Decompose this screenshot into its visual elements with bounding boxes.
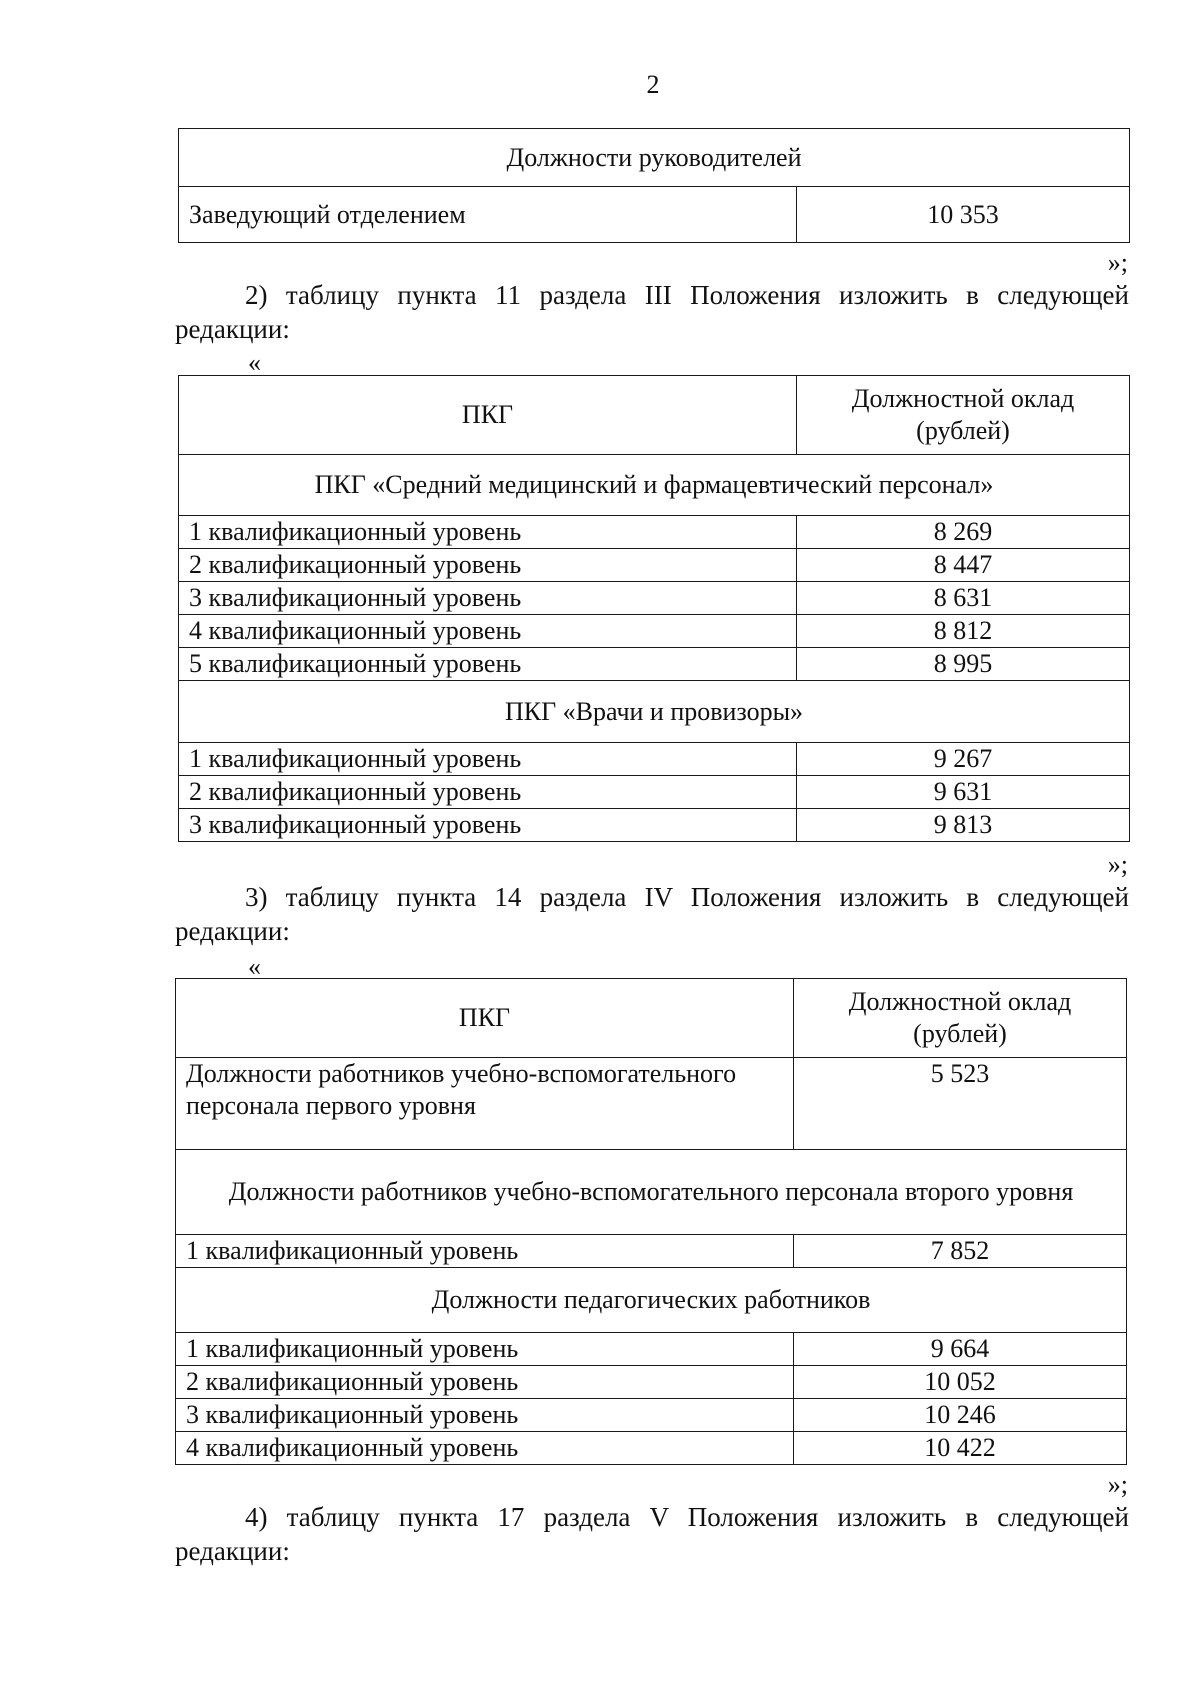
medical-staff-table [178,375,1130,842]
row-value: 8 447 [797,549,1130,582]
row-label: 2 квалификационный уровень [176,1366,794,1399]
row-value: 10 052 [794,1366,1127,1399]
page-number: 2 [646,70,660,99]
table-group-header: ПКГ «Средний медицинский и фармацевтический персонал» [179,455,1130,516]
row-label: Заведующий отделением [179,187,797,243]
row-value: 9 664 [794,1333,1127,1366]
row-value: 8 812 [797,615,1130,648]
row-label: 1 квалификационный уровень [179,743,797,776]
row-label: 3 квалификационный уровень [179,809,797,842]
row-value: 8 269 [797,516,1130,549]
table-group-header: Должности педагогических работников [176,1268,1127,1333]
row-label: 4 квалификационный уровень [176,1432,794,1465]
row-label: 3 квалификационный уровень [179,582,797,615]
row-value: 10 353 [797,187,1130,243]
paragraph-4 [175,1500,1129,1568]
row-value: 10 246 [794,1399,1127,1432]
row-value: 9 631 [797,776,1130,809]
paragraph-3 [175,880,1129,948]
row-value: 8 631 [797,582,1130,615]
table-group-header: Должности работников учебно-вспомогательного персонала второго уровня [176,1150,1127,1235]
paragraph-4-text: 4) таблицу пункта 17 раздела V Положения изложить в следующей редакции: [175,1502,1129,1566]
row-value: 9 267 [797,743,1130,776]
row-label: 1 квалификационный уровень [179,516,797,549]
row-label: 1 квалификационный уровень [176,1333,794,1366]
paragraph-3-text: 3) таблицу пункта 14 раздела IV Положения изложить в следующей редакции: [175,882,1129,946]
row-value: 8 995 [797,648,1130,681]
row-label: 1 квалификационный уровень [176,1235,794,1268]
row-label: 3 квалификационный уровень [176,1399,794,1432]
opening-quote: « [248,952,261,981]
row-value: 7 852 [794,1235,1127,1268]
closing-quote: »; [1107,1470,1128,1499]
table-group-header: ПКГ «Врачи и провизоры» [179,681,1130,743]
opening-quote: « [248,348,261,377]
closing-quote: »; [1107,850,1128,879]
row-value: 9 813 [797,809,1130,842]
row-label: 5 квалификационный уровень [179,648,797,681]
table-group-header: Должности руководителей [179,129,1130,187]
row-label: 2 квалификационный уровень [179,776,797,809]
row-value: 5 523 [794,1058,1127,1150]
paragraph-2-text: 2) таблицу пункта 11 раздела III Положения изложить в следующей редакции: [175,280,1129,344]
row-value: 10 422 [794,1432,1127,1465]
column-header-pkg: ПКГ [176,979,794,1058]
paragraph-2 [175,278,1129,346]
row-label: Должности работников учебно-вспомогательного персонала первого уровня [176,1058,794,1150]
closing-quote: »; [1107,248,1128,277]
row-label: 4 квалификационный уровень [179,615,797,648]
row-label: 2 квалификационный уровень [179,549,797,582]
column-header-pkg: ПКГ [179,376,797,455]
column-header-salary: Должностной оклад (рублей) [797,376,1130,455]
education-staff-table [175,978,1127,1465]
column-header-salary: Должностной оклад (рублей) [794,979,1127,1058]
managers-table [178,128,1130,243]
